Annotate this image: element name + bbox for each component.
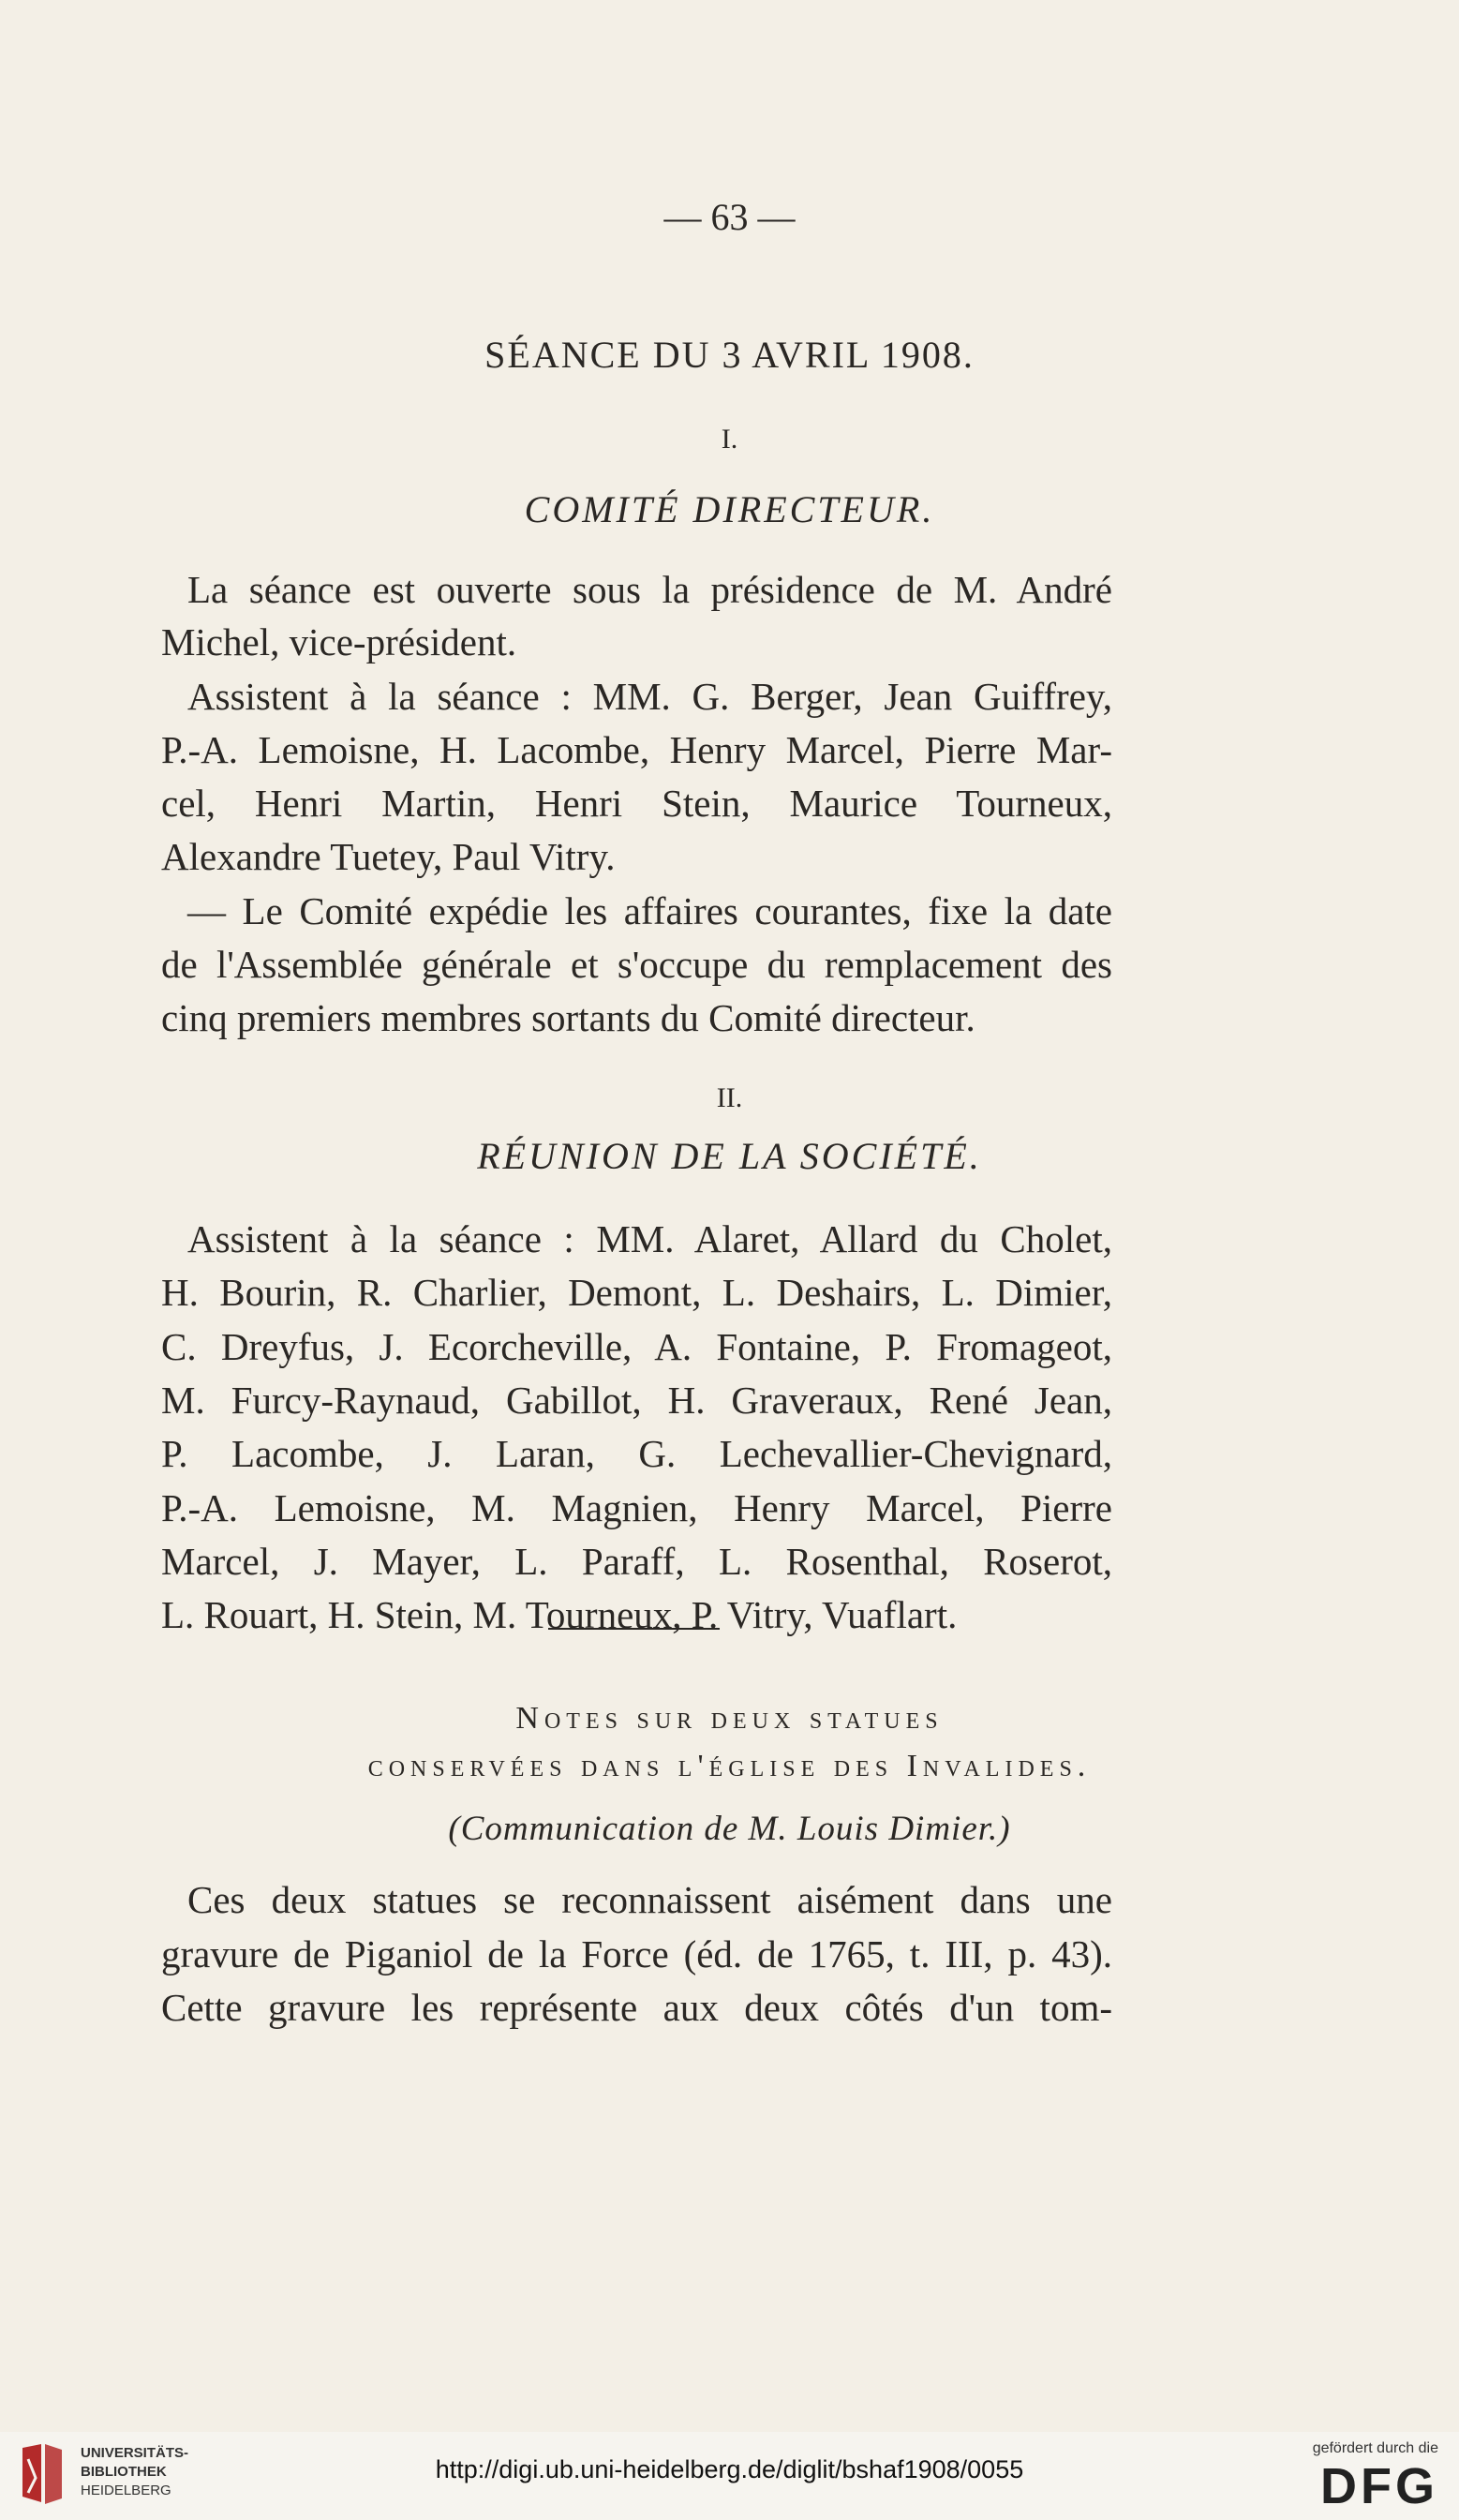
paragraph-line: Assistent à la séance : MM. G. Berger, Jean Guiffrey, — [187, 675, 1112, 718]
page-number: — 63 — — [663, 196, 796, 238]
paragraph-line: Cette gravure les représente aux deux côtés d'un tom- — [161, 1986, 1112, 2029]
paragraph-line: P.-A. Lemoisne, H. Lacombe, Henry Marcel, Pierre Mar- — [161, 728, 1112, 771]
paragraph-line: — Le Comité expédie les affaires courantes, fixe la date — [187, 889, 1112, 932]
session-title: SÉANCE DU 3 AVRIL 1908. — [484, 334, 975, 376]
library-line-1: UNIVERSITÄTS- — [81, 2445, 189, 2461]
section-1-heading: COMITÉ DIRECTEUR. — [524, 488, 935, 530]
article-title-line-1 — [0, 1701, 1459, 1737]
section-divider — [548, 1628, 720, 1630]
library-line-3: HEIDELBERG — [81, 2483, 171, 2498]
paragraph-line: L. Rouart, H. Stein, M. Tourneux, P. Vitry, Vuaflart. — [161, 1593, 958, 1636]
paragraph-line: Alexandre Tuetey, Paul Vitry. — [161, 835, 616, 878]
section-2-numeral: II. — [716, 1082, 743, 1113]
paragraph-line: Marcel, J. Mayer, L. Paraff, L. Rosenthal, Roserot, — [161, 1540, 1112, 1583]
article-title-text-1: Notes sur deux statues — [515, 1701, 944, 1736]
section-2-heading: RÉUNION DE LA SOCIÉTÉ. — [477, 1135, 982, 1177]
paragraph-line: cel, Henri Martin, Henri Stein, Maurice Tourneux, — [161, 782, 1112, 825]
article-title-text-2: conservées dans l'église des Invalides. — [367, 1749, 1092, 1783]
paragraph-line: cinq premiers membres sortants du Comité directeur. — [161, 996, 975, 1039]
paragraph-line: H. Bourin, R. Charlier, Demont, L. Deshairs, L. Dimier, — [161, 1271, 1112, 1314]
paragraph-line: C. Dreyfus, J. Ecorcheville, A. Fontaine, P. Fromageot, — [161, 1325, 1112, 1368]
library-line-2: BIBLIOTHEK — [81, 2464, 167, 2480]
paragraph-line: Assistent à la séance : MM. Alaret, Allard du Cholet, — [187, 1217, 1112, 1260]
paragraph-line: P. Lacombe, J. Laran, G. Lechevallier-Chevignard, — [161, 1432, 1112, 1475]
dfg-logo: DFG — [1320, 2458, 1438, 2514]
paragraph-line: Michel, vice-président. — [161, 620, 517, 664]
paragraph-line: Ces deux statues se reconnaissent aisément dans une — [187, 1878, 1112, 1921]
funded-by-label: gefördert durch die — [1312, 2440, 1438, 2456]
permalink-url[interactable]: http://digi.ub.uni-heidelberg.de/diglit/bshaf1908/0055 — [435, 2455, 1024, 2483]
paragraph-line: La séance est ouverte sous la présidence de M. André — [187, 568, 1112, 611]
article-title-line-2 — [0, 1749, 1459, 1784]
paragraph-line: M. Furcy-Raynaud, Gabillot, H. Graveraux, René Jean, — [161, 1379, 1112, 1422]
paragraph-line: gravure de Piganiol de la Force (éd. de 1765, t. III, p. 43). — [161, 1932, 1112, 1976]
section-1-numeral: I. — [721, 424, 738, 455]
paragraph-line: P.-A. Lemoisne, M. Magnien, Henry Marcel, Pierre — [161, 1486, 1112, 1529]
communication-credit: (Communication de M. Louis Dimier.) — [448, 1810, 1011, 1848]
paragraph-line: de l'Assemblée générale et s'occupe du remplacement des — [161, 943, 1112, 986]
